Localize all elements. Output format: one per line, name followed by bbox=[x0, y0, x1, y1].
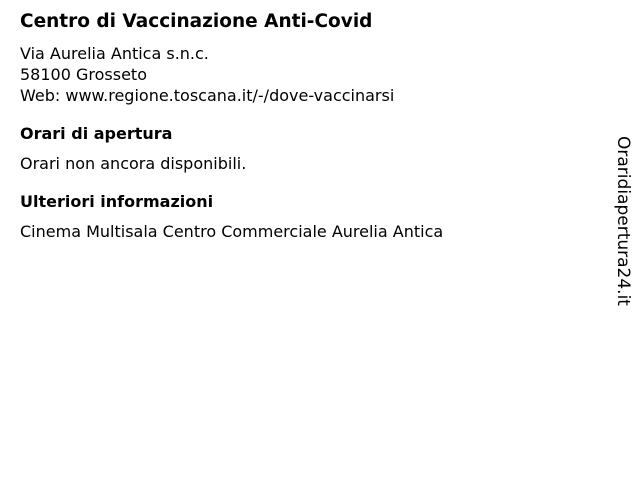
opening-hours-text: Orari non ancora disponibili. bbox=[20, 154, 247, 173]
more-info-heading: Ulteriori informazioni bbox=[20, 192, 214, 211]
page-title: Centro di Vaccinazione Anti-Covid bbox=[20, 11, 373, 32]
more-info-text: Cinema Multisala Centro Commerciale Aurelia Antica bbox=[20, 222, 444, 241]
site-watermark: Oraridiapertura24.it bbox=[613, 136, 633, 306]
address-block bbox=[20, 43, 600, 106]
address-street: Via Aurelia Antica s.n.c. bbox=[20, 44, 209, 63]
opening-hours-heading: Orari di apertura bbox=[20, 124, 173, 143]
place-details bbox=[20, 10, 600, 242]
website-line: Web: www.regione.toscana.it/-/dove-vaccinarsi bbox=[20, 86, 395, 105]
address-city: 58100 Grosseto bbox=[20, 65, 147, 84]
